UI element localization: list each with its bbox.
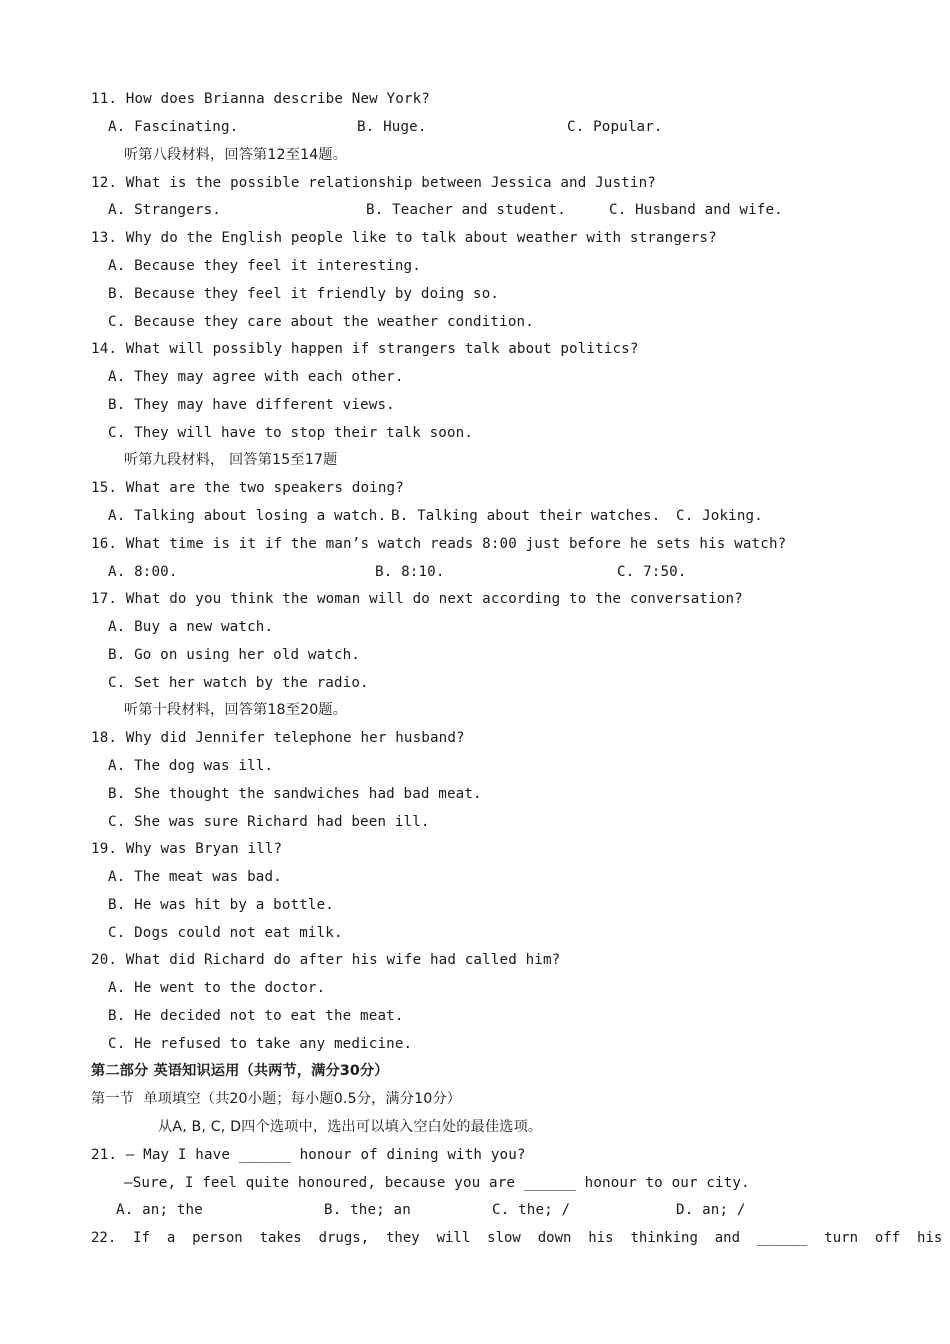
section-one-heading: 第一节 单项填空（共20小题；每小题0.5分，满分10分） [91,1091,462,1107]
option-b: B. She thought the sandwiches had bad meat. [108,786,482,802]
option-a: A. Buy a new watch. [108,619,274,635]
question-stem: 15. What are the two speakers doing? [91,480,404,496]
option-c: C. Set her watch by the radio. [108,675,369,691]
question-stem: 12. What is the possible relationship between Jessica and Justin? [91,175,656,191]
question-stem: 21. — May I have ______ honour of dining with you? [91,1147,526,1163]
question-stem: 18. Why did Jennifer telephone her husband? [91,730,465,746]
option-a: A. Fascinating. [108,119,239,135]
question-stem: 20. What did Richard do after his wife had called him? [91,952,561,968]
option-a: A. The dog was ill. [108,758,274,774]
option-a: A. an; the [116,1202,203,1218]
option-c: C. 7:50. [617,564,687,580]
question-stem: 11. How does Brianna describe New York? [91,91,430,107]
question-stem: 16. What time is it if the man’s watch reads 8:00 just before he sets his watch? [91,536,787,552]
option-a: A. 8:00. [108,564,178,580]
option-b: B. Talking about their watches. [391,508,661,524]
option-b: B. Teacher and student. [366,202,566,218]
option-c: C. Husband and wife. [609,202,783,218]
section-instruction: 从A, B, C, D四个选项中，选出可以填入空白处的最佳选项。 [158,1119,543,1135]
option-c: C. the; / [492,1202,571,1218]
option-c: C. She was sure Richard had been ill. [108,814,430,830]
option-b: B. Because they feel it friendly by doing so. [108,286,500,302]
option-c: C. Joking. [676,508,763,524]
option-c: C. Popular. [567,119,663,135]
option-a: A. He went to the doctor. [108,980,326,996]
section-instruction: 听第九段材料， 回答第15至17题 [124,452,338,468]
option-c: C. They will have to stop their talk soon. [108,425,474,441]
question-stem: 19. Why was Bryan ill? [91,841,283,857]
section-instruction: 听第八段材料，回答第12至14题。 [124,147,348,163]
option-b: B. 8:10. [375,564,445,580]
option-a: A. The meat was bad. [108,869,282,885]
option-b: B. He was hit by a bottle. [108,897,334,913]
option-b: B. Huge. [357,119,427,135]
question-stem: 14. What will possibly happen if strangers talk about politics? [91,341,639,357]
option-c: C. Dogs could not eat milk. [108,925,343,941]
option-c: C. Because they care about the weather condition. [108,314,534,330]
question-stem: 22. If a person takes drugs, they will slow down his thinking and ______ turn off his [91,1230,943,1246]
option-a: A. They may agree with each other. [108,369,404,385]
option-a: A. Strangers. [108,202,221,218]
option-c: C. He refused to take any medicine. [108,1036,413,1052]
part-two-heading: 第二部分 英语知识运用（共两节，满分30分） [91,1063,389,1079]
question-stem-line-2: —Sure, I feel quite honoured, because you are ______ honour to our city. [124,1175,750,1191]
option-a: A. Because they feel it interesting. [108,258,421,274]
option-a: A. Talking about losing a watch. [108,508,387,524]
option-b: B. Go on using her old watch. [108,647,361,663]
option-d: D. an; / [676,1202,746,1218]
question-stem: 17. What do you think the woman will do next according to the conversation? [91,591,743,607]
section-instruction: 听第十段材料，回答第18至20题。 [124,702,348,718]
option-b: B. the; an [324,1202,411,1218]
option-b: B. They may have different views. [108,397,395,413]
option-b: B. He decided not to eat the meat. [108,1008,404,1024]
question-stem: 13. Why do the English people like to talk about weather with strangers? [91,230,717,246]
